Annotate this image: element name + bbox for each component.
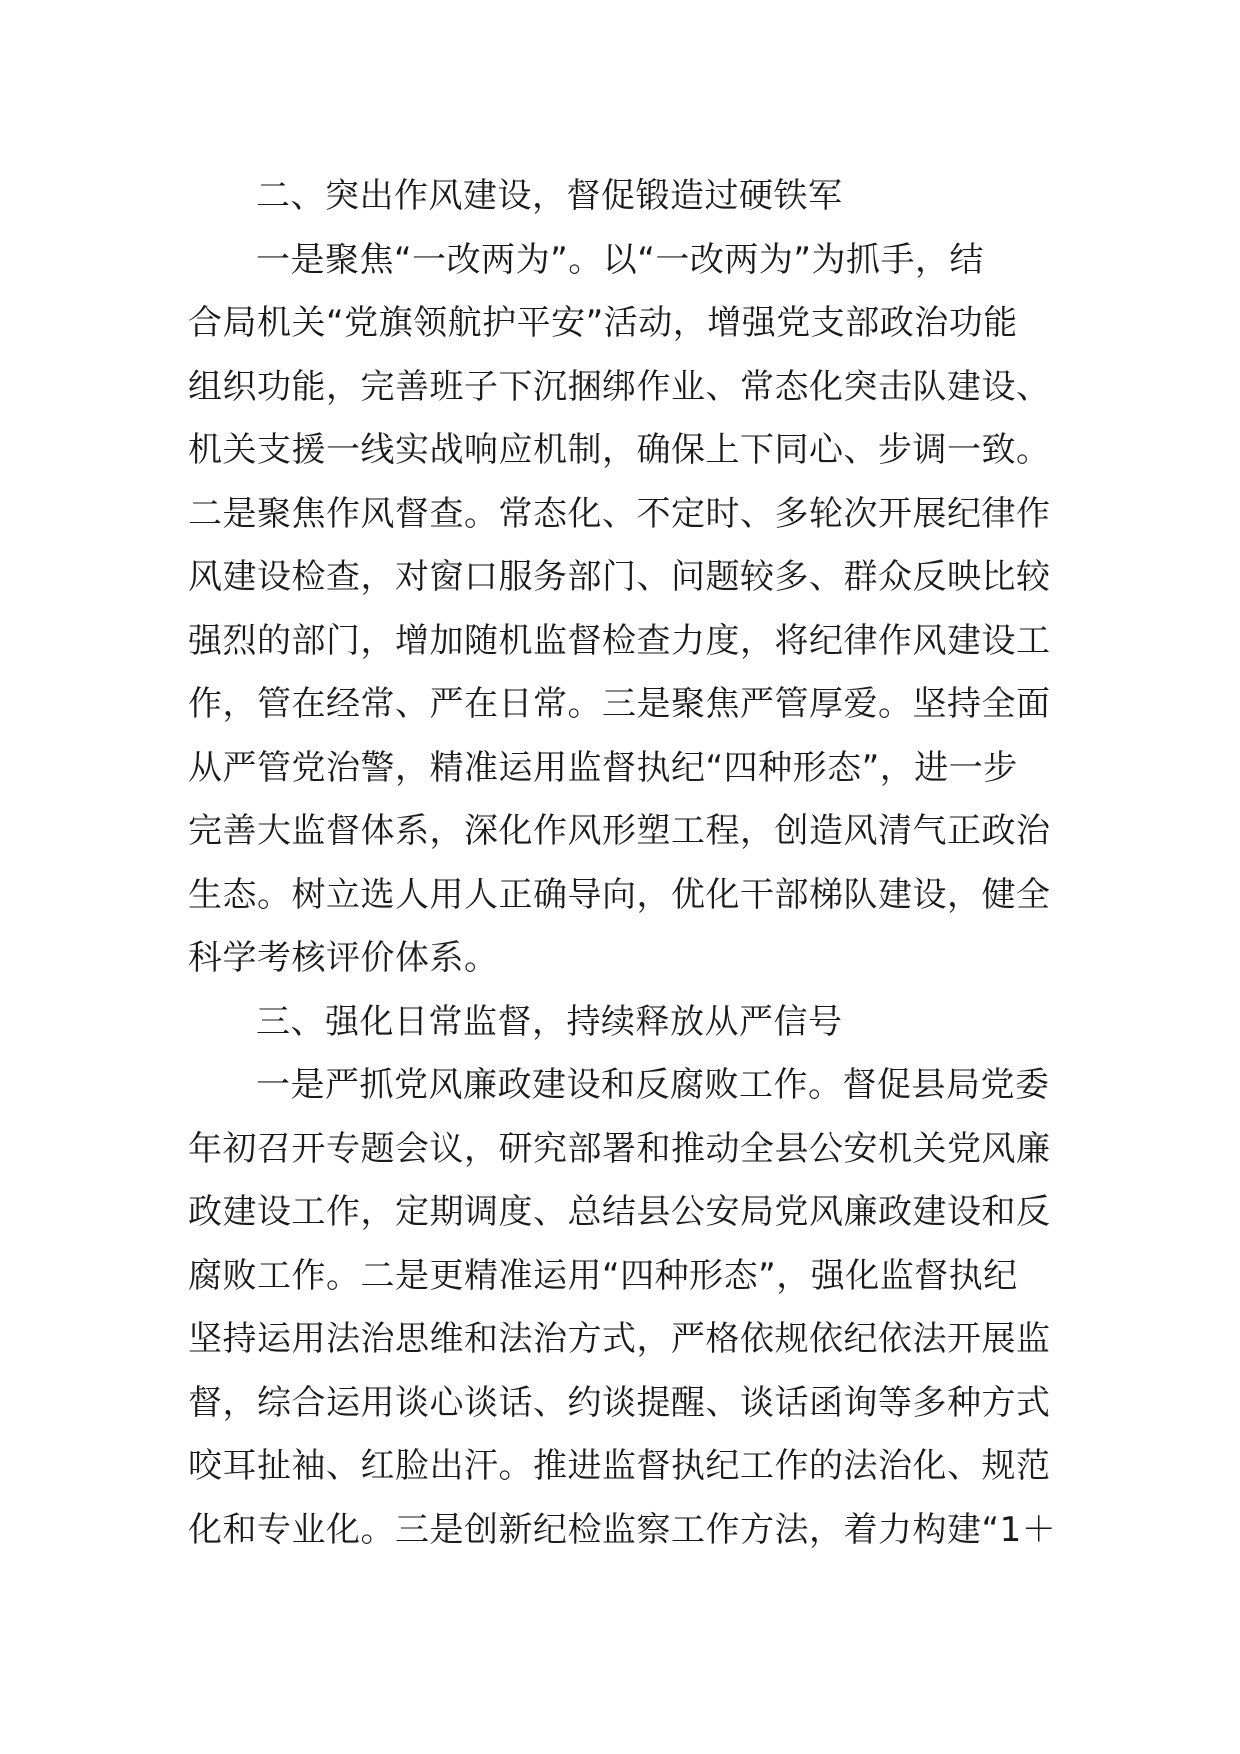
paragraph-line: 科学考核评价体系。	[188, 938, 499, 978]
paragraph-line: 二是聚焦作风督查。常态化、不定时、多轮次开展纪律作	[188, 493, 1051, 534]
paragraph-line: 一是聚焦“一改两为”。以“一改两为”为抓手，结	[256, 239, 984, 280]
paragraph-line: 一是严抓党风廉政建设和反腐败工作。督促县局党委	[256, 1065, 1050, 1105]
paragraph-line: 政建设工作，定期调度、总结县公安局党风廉政建设和反	[188, 1192, 1051, 1232]
paragraph-line: 生态。树立选人用人正确导向，优化干部梯队建设，健全	[188, 874, 1051, 915]
document-body	[188, 165, 1058, 1562]
paragraph-line: 组织功能，完善班子下沉捆绑作业、常态化突击队建设、	[188, 366, 1051, 407]
paragraph-line: 从严管党治警，精准运用监督执纪“四种形态”，进一步	[188, 747, 1018, 788]
paragraph-line: 风建设检查，对窗口服务部门、问题较多、群众反映比较	[188, 557, 1051, 597]
paragraph-line: 年初召开专题会议，研究部署和推动全县公安机关党风廉	[188, 1128, 1051, 1169]
paragraph-line: 完善大监督体系，深化作风形塑工程，创造风清气正政治	[188, 811, 1051, 851]
paragraph-line: 咬耳扯袖、红脸出汗。推进监督执纪工作的法治化、规范	[188, 1446, 1051, 1486]
paragraph-line: 机关支援一线实战响应机制，确保上下同心、步调一致。	[188, 430, 1051, 470]
paragraph-line: 化和专业化。三是创新纪检监察工作方法，着力构建“1＋	[188, 1509, 1057, 1550]
section-heading-2: 二、突出作风建设，督促锻造过硬铁军	[256, 176, 843, 216]
paragraph-line: 督，综合运用谈心谈话、约谈提醒、谈话函询等多种方式	[188, 1382, 1051, 1423]
paragraph-line: 坚持运用法治思维和法治方式，严格依规依纪依法开展监	[188, 1319, 1051, 1359]
paragraph-line: 合局机关“党旗领航护平安”活动，增强党支部政治功能	[188, 303, 1018, 343]
paragraph-line: 作，管在经常、严在日常。三是聚焦严管厚爱。坚持全面	[188, 684, 1051, 724]
paragraph-line: 强烈的部门，增加随机监督检查力度，将纪律作风建设工	[188, 620, 1051, 661]
section-heading-3: 三、强化日常监督，持续释放从严信号	[256, 1001, 843, 1042]
paragraph-line: 腐败工作。二是更精准运用“四种形态”，强化监督执纪	[188, 1255, 1018, 1296]
